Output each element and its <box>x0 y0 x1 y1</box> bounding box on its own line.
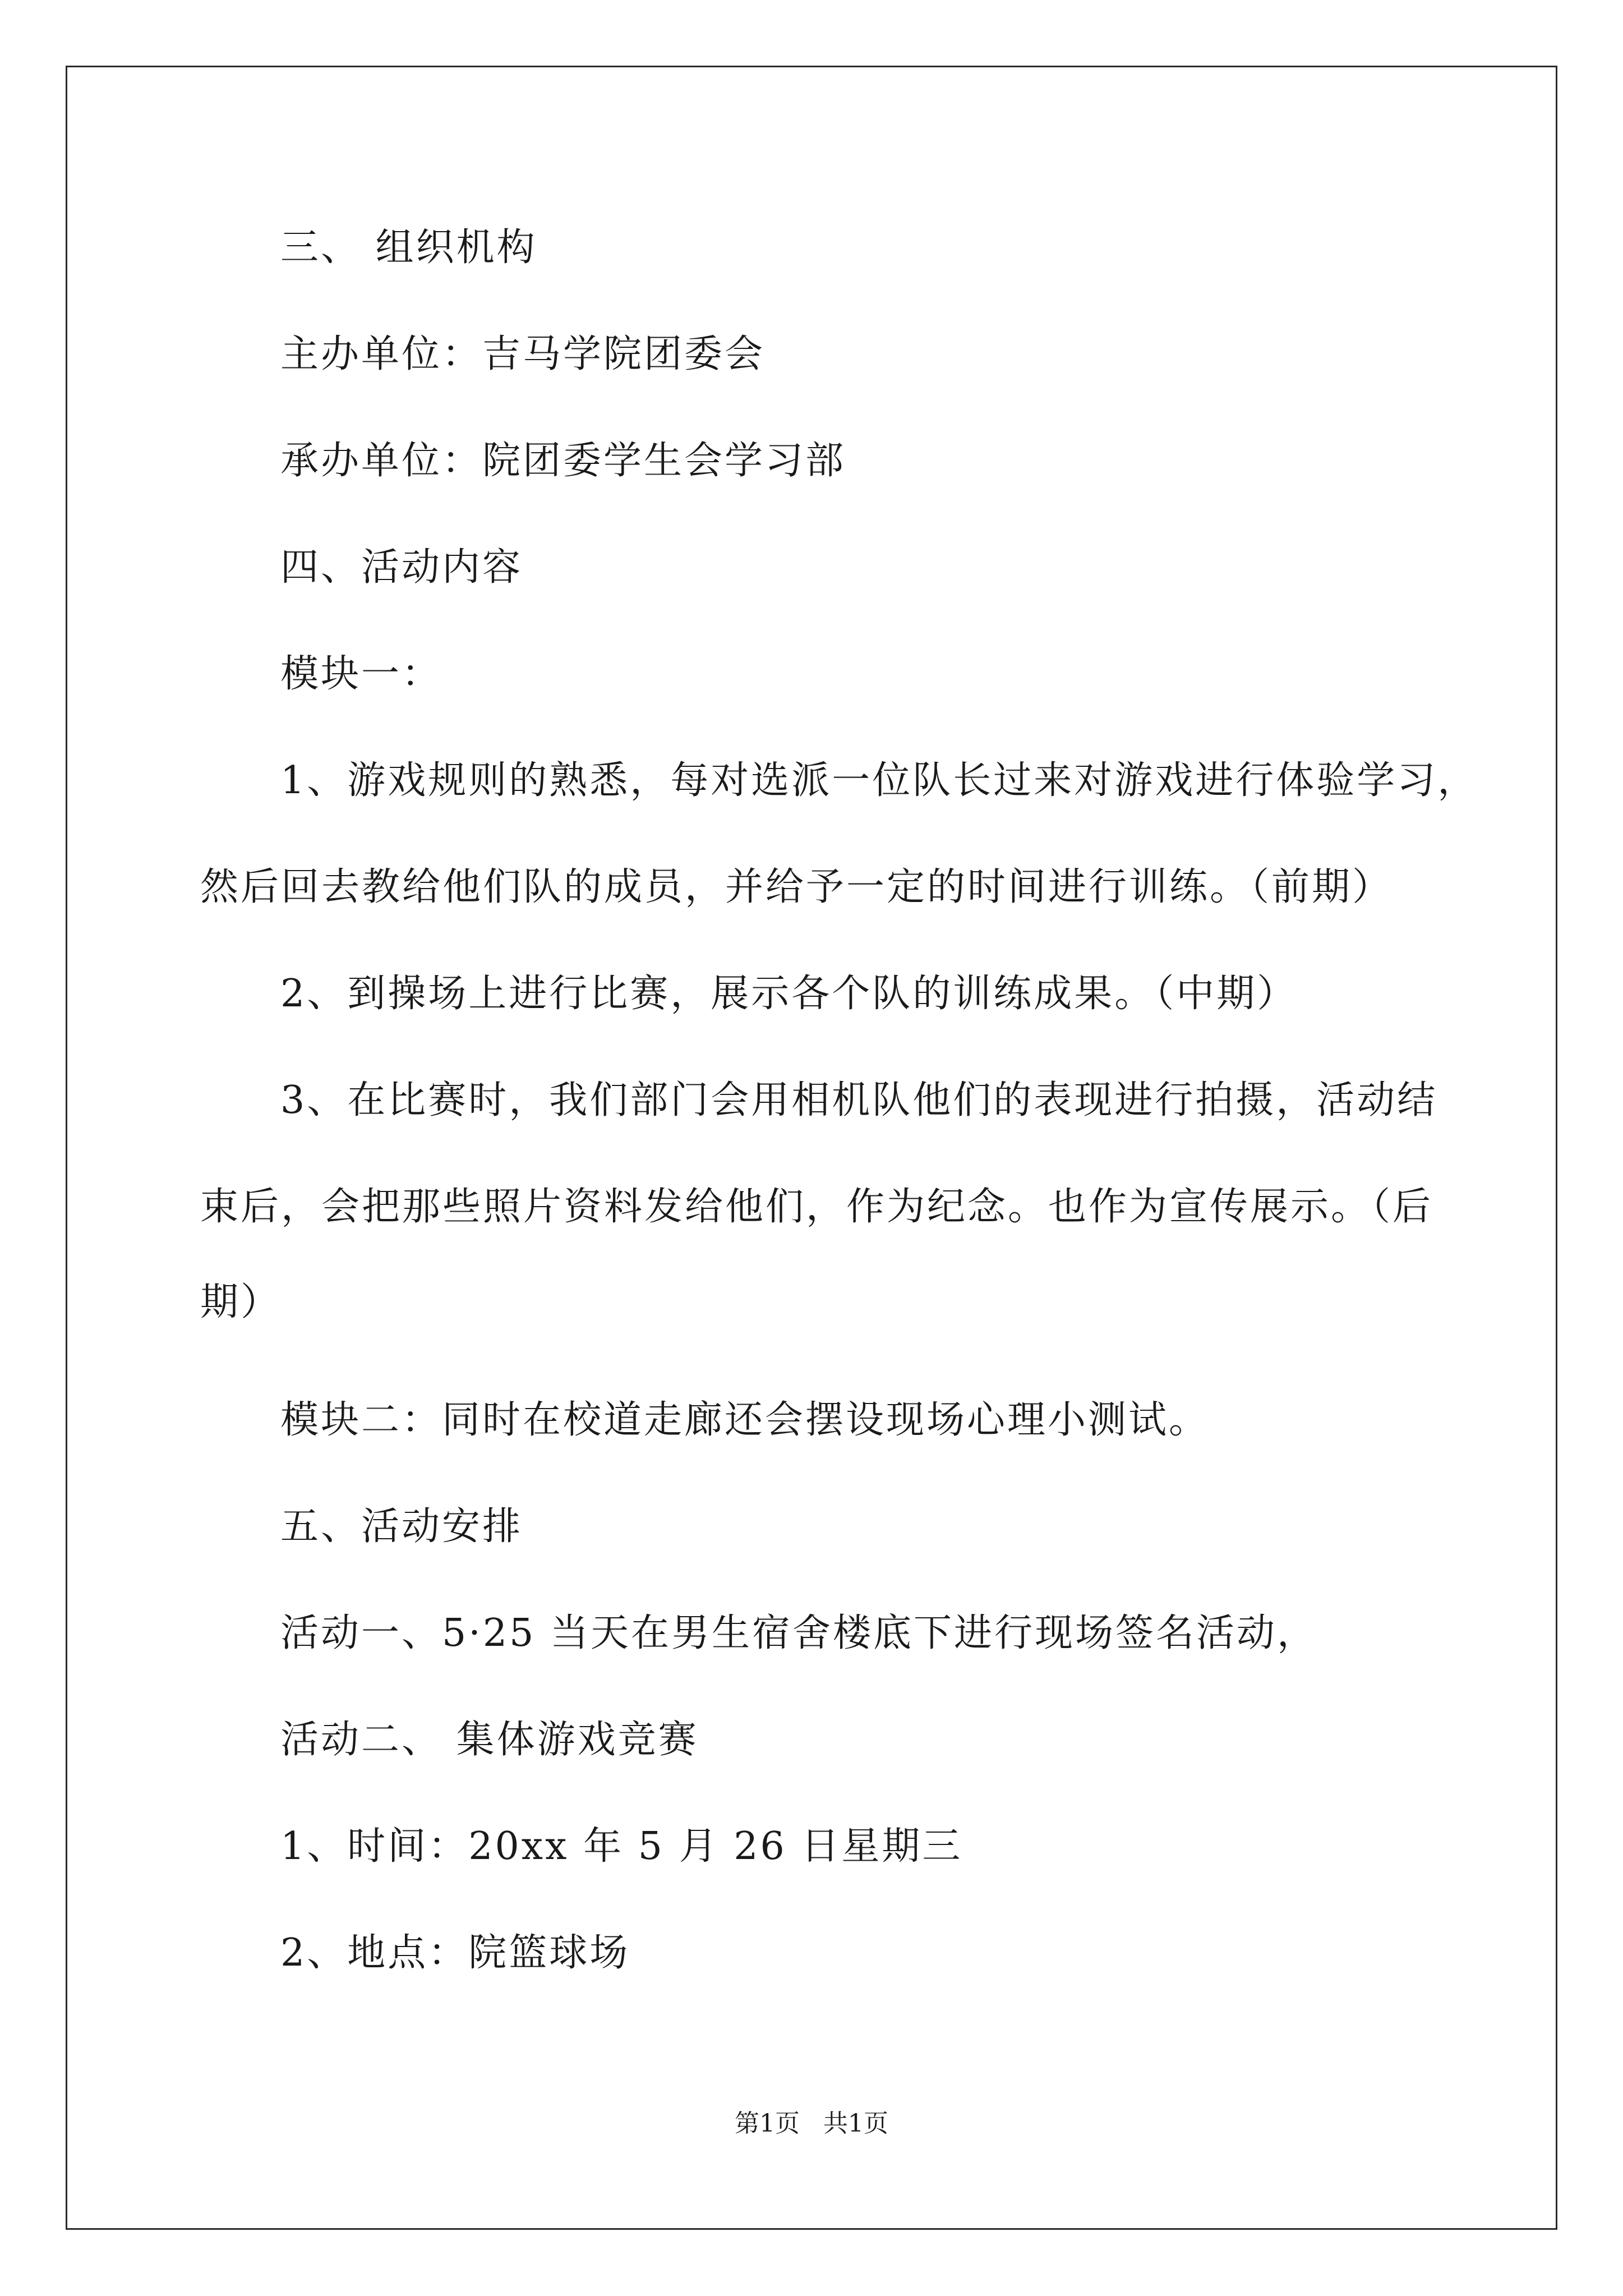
paragraph-line: 3、在比赛时，我们部门会用相机队他们的表现进行拍摄，活动结 <box>280 1078 1438 1122</box>
paragraph-line: 期） <box>200 1280 282 1324</box>
paragraph-line: 2、到操场上进行比赛，展示各个队的训练成果。（中期） <box>280 972 1298 1016</box>
activity-one-line: 活动一、5·25 当天在男生宿舍楼底下进行现场签名活动， <box>280 1611 1318 1655</box>
section-heading-organization: 三、 组织机构 <box>280 226 537 270</box>
activity-two-line: 活动二、 集体游戏竞赛 <box>280 1718 699 1762</box>
paragraph-line: 束后，会把那些照片资料发给他们，作为纪念。也作为宣传展示。（后 <box>200 1185 1433 1229</box>
paragraph-line: 然后回去教给他们队的成员，并给予一定的时间进行训练。（前期） <box>200 865 1393 909</box>
module-two-line: 模块二：同时在校道走廊还会摆设现场心理小测试。 <box>280 1398 1210 1442</box>
paragraph-line: 1、游戏规则的熟悉，每对选派一位队长过来对游戏进行体验学习， <box>280 758 1478 803</box>
section-heading-activity-schedule: 五、活动安排 <box>280 1504 523 1549</box>
location-line: 2、地点：院篮球场 <box>280 1931 630 1975</box>
page-border <box>66 66 1557 2230</box>
organizer-unit-line: 承办单位：院团委学生会学习部 <box>280 439 846 483</box>
section-heading-activity-content: 四、活动内容 <box>280 545 523 590</box>
time-line: 1、时间：20xx 年 5 月 26 日星期三 <box>280 1824 963 1869</box>
host-unit-line: 主办单位：吉马学院团委会 <box>280 332 766 376</box>
page-number-footer: 第1页 共1页 <box>735 2109 888 2138</box>
module-one-heading: 模块一： <box>280 652 442 696</box>
